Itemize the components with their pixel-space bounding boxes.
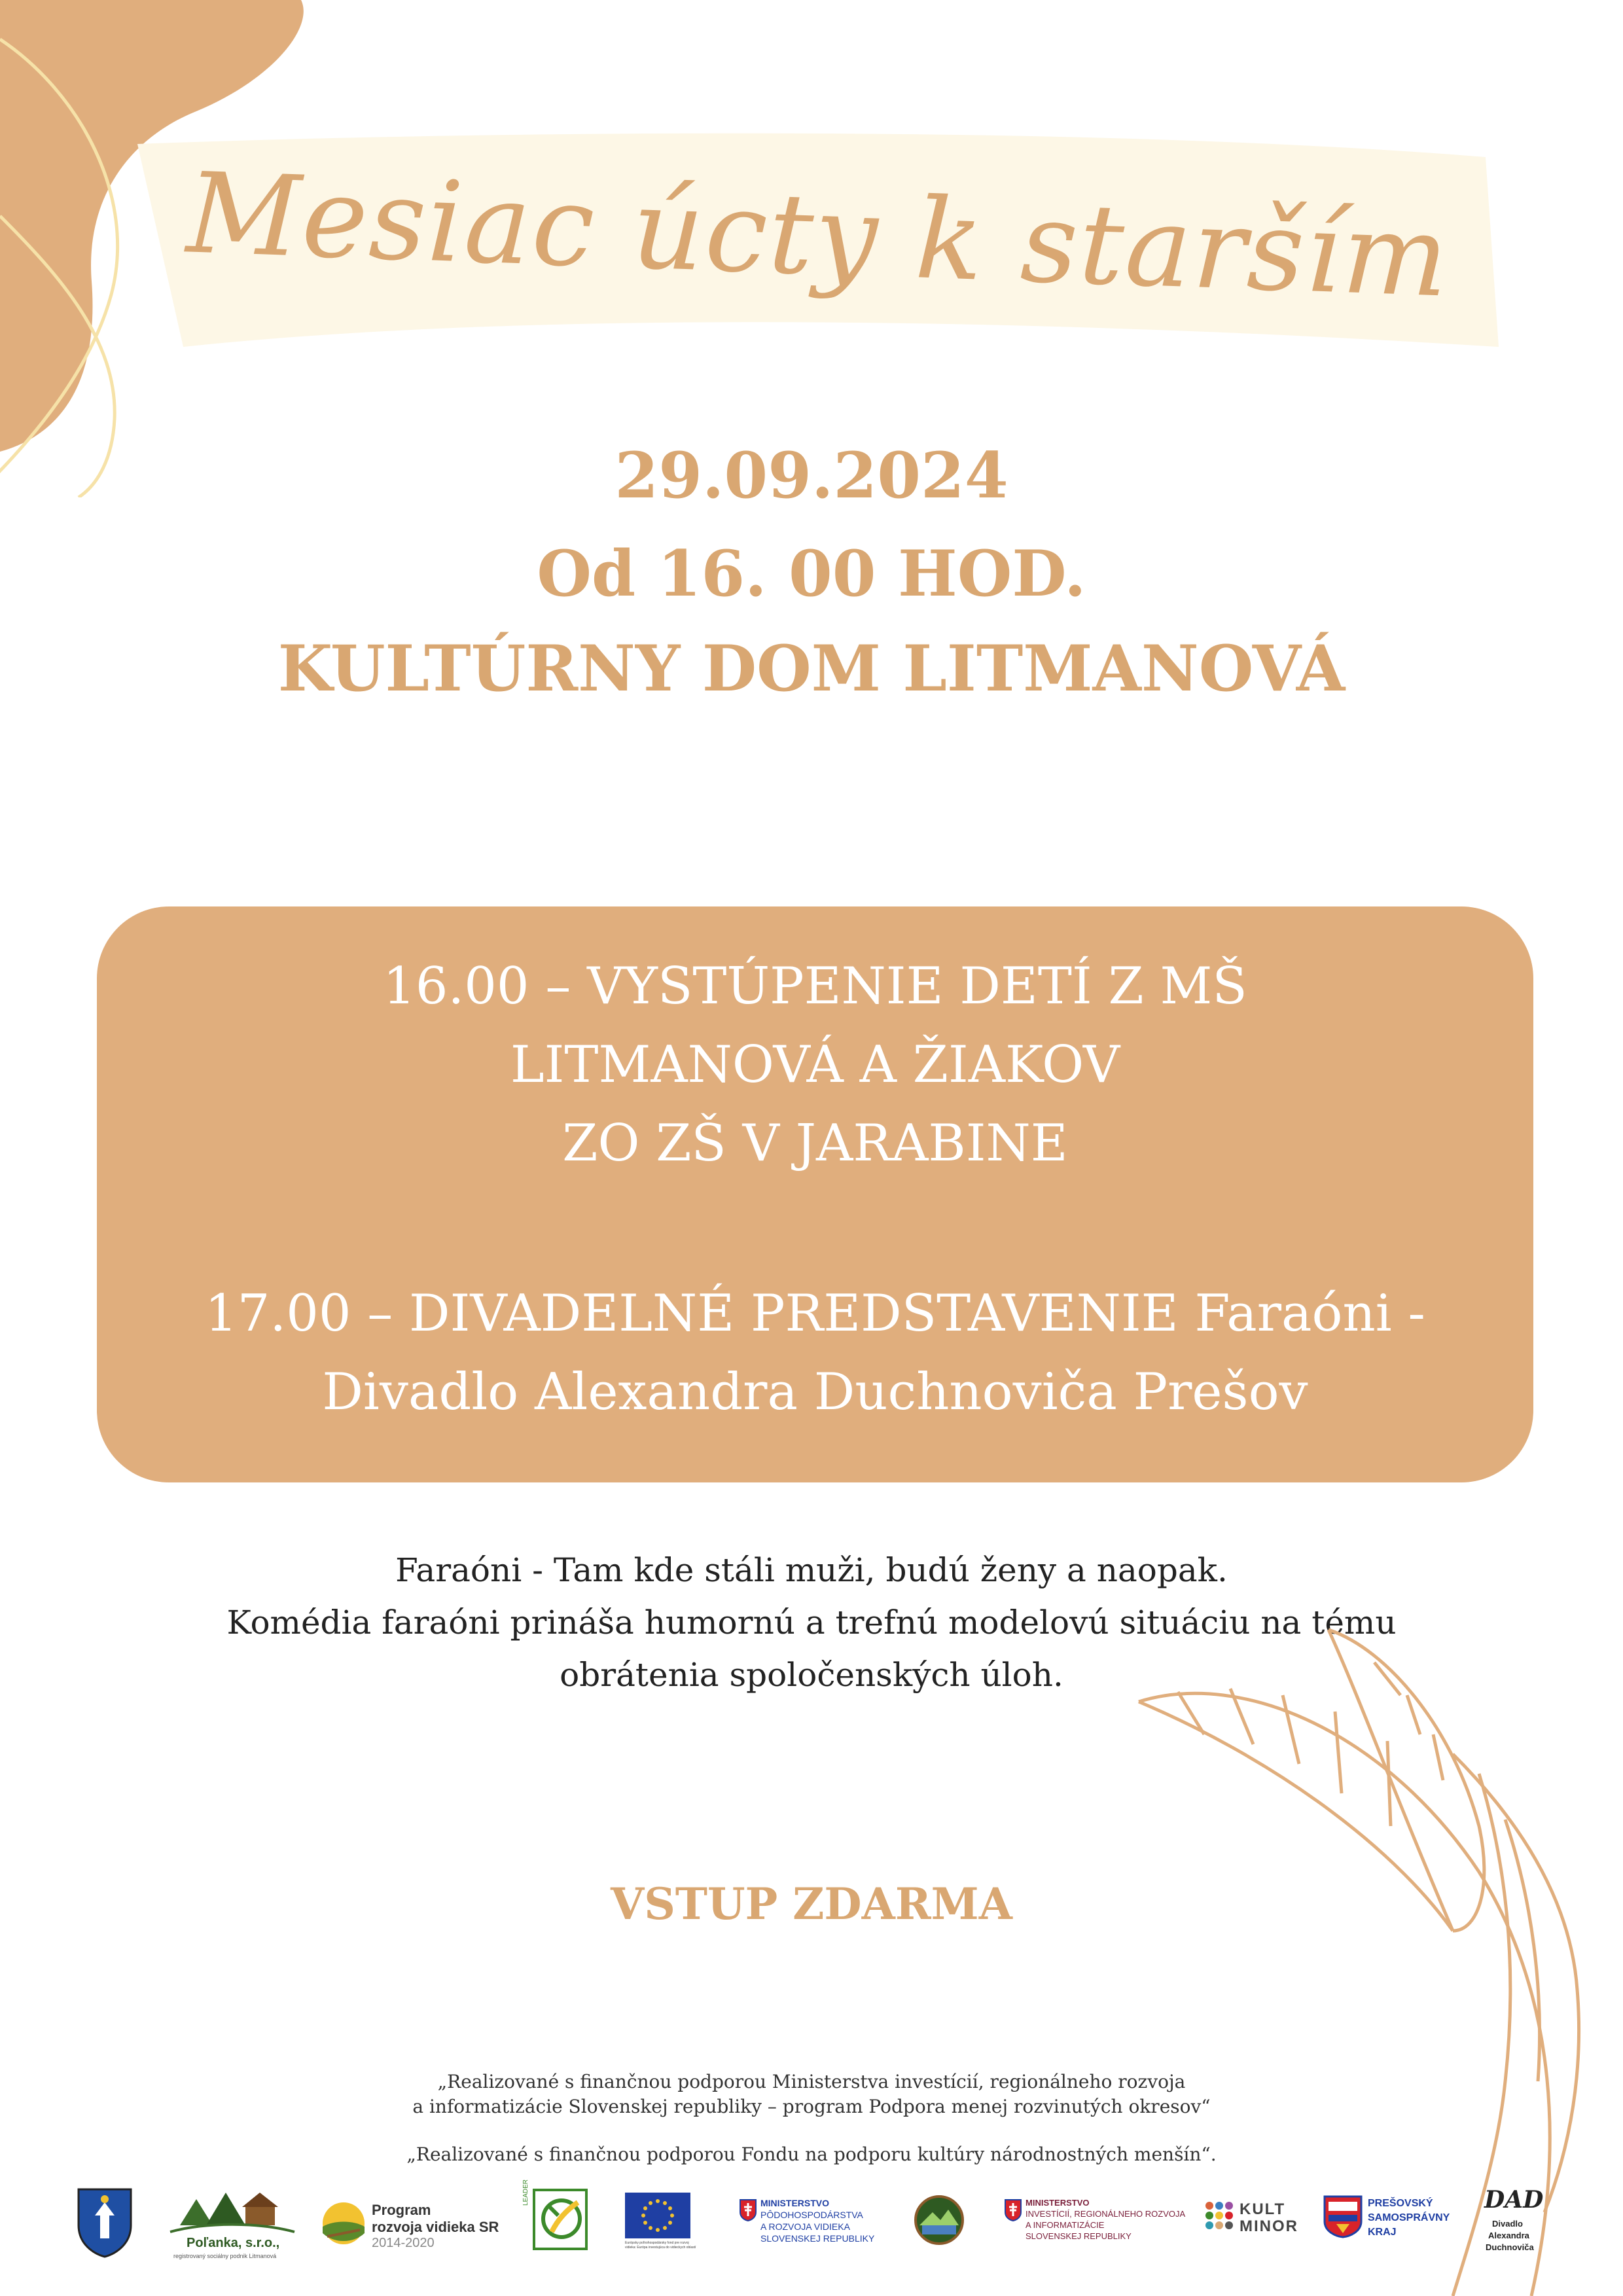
program-rozvoja-vidieka-logo — [321, 2186, 499, 2278]
event-place: KULTÚRNY DOM LITMANOVÁ — [277, 632, 1346, 706]
leader-label: LEADER — [522, 2179, 529, 2206]
mpr-label-4: SLOVENSKEJ REPUBLIKY — [760, 2233, 875, 2244]
ministry-investment-logo — [1005, 2186, 1186, 2278]
dad-label-1: Divadlo — [1492, 2219, 1523, 2229]
description-line-3: obrátenia spoločenských úloh. — [560, 1656, 1063, 1694]
psk-label-1: PREŠOVSKÝ — [1368, 2198, 1433, 2209]
eu-caption: Európsky poľnohospodársky fond pre rozvoj vidieka: Európa investujúca do vidieckych oblastí — [625, 2241, 696, 2250]
mir-label-4: SLOVENSKEJ REPUBLIKY — [1026, 2231, 1132, 2241]
program-item-1-line-3: ZO ZŠ V JARABINE — [562, 1114, 1068, 1173]
program-label-3: 2014-2020 — [372, 2236, 435, 2250]
description-line-2: Komédia faraóni prináša humornú a trefnú modelovú situáciu na tému — [226, 1604, 1397, 1641]
regional-emblem-logo — [913, 2186, 965, 2278]
mpr-label-1: MINISTERSTVO — [760, 2198, 830, 2208]
program-label-2: rozvoja vidieka SR — [372, 2219, 499, 2235]
ministry-agriculture-logo — [740, 2186, 883, 2278]
funding-note-2: „Realizované s finančnou podporou Fondu na podporu kultúry národnostných menšín“. — [406, 2144, 1217, 2165]
polanka-subtitle: registrovaný sociálny podnik Litmanová — [173, 2253, 277, 2259]
polanka-logo — [167, 2186, 298, 2278]
event-date: 29.09.2024 — [615, 439, 1008, 512]
litmanova-coat-of-arms-logo — [75, 2186, 134, 2278]
dad-mark: DAD — [1484, 2186, 1544, 2214]
mpr-label-3: A ROZVOJA VIDIEKA — [760, 2221, 850, 2232]
mpr-label-2: PÔDOHOSPODÁRSTVA — [760, 2210, 863, 2220]
mir-label-1: MINISTERSTVO — [1026, 2198, 1090, 2208]
dad-label-2: Alexandra — [1488, 2231, 1529, 2240]
polanka-name: Poľanka, s.r.o., — [187, 2236, 280, 2250]
presov-region-logo — [1323, 2186, 1454, 2278]
description-line-1: Faraóni - Tam kde stáli muži, budú ženy a naopak. — [395, 1551, 1228, 1589]
kult-minor-logo — [1204, 2186, 1302, 2278]
program-item-2-line-1: 17.00 – DIVADELNÉ PREDSTAVENIE Faraóni - — [205, 1284, 1425, 1343]
funding-note-1-line-1: „Realizované s finančnou podporou Ministerstva investícií, regionálneho rozvoja — [437, 2071, 1186, 2092]
program-item-1-line-2: LITMANOVÁ A ŽIAKOV — [510, 1035, 1120, 1094]
psk-label-2: SAMOSPRÁVNY — [1368, 2212, 1450, 2223]
program-label-1: Program — [372, 2202, 431, 2218]
mir-label-3: A INFORMATIZÁCIE — [1026, 2220, 1105, 2230]
program-item-1-line-1: 16.00 – VYSTÚPENIE DETÍ Z MŠ — [383, 957, 1247, 1016]
page-title: Mesiac úcty k starším — [185, 149, 1452, 323]
minor-label: MINOR — [1240, 2217, 1298, 2235]
leader-logo — [522, 2179, 588, 2278]
mir-label-2: INVESTÍCIÍ, REGIONÁLNEHO ROZVOJA — [1026, 2209, 1186, 2219]
event-time: Od 16. 00 HOD. — [537, 537, 1086, 611]
eu-flag-logo — [625, 2186, 694, 2278]
program-item-2-line-2: Divadlo Alexandra Duchnoviča Prešov — [322, 1363, 1308, 1422]
entry-free-label: VSTUP ZDARMA — [611, 1878, 1012, 1929]
dad-label-3: Duchnoviča — [1486, 2242, 1534, 2252]
psk-label-3: KRAJ — [1368, 2227, 1397, 2238]
kult-label: KULT — [1240, 2200, 1286, 2218]
divadlo-duchnovica-logo — [1479, 2186, 1551, 2278]
funding-note-1-line-2: a informatizácie Slovenskej republiky – program Podpora menej rozvinutých okresov“ — [412, 2096, 1211, 2117]
